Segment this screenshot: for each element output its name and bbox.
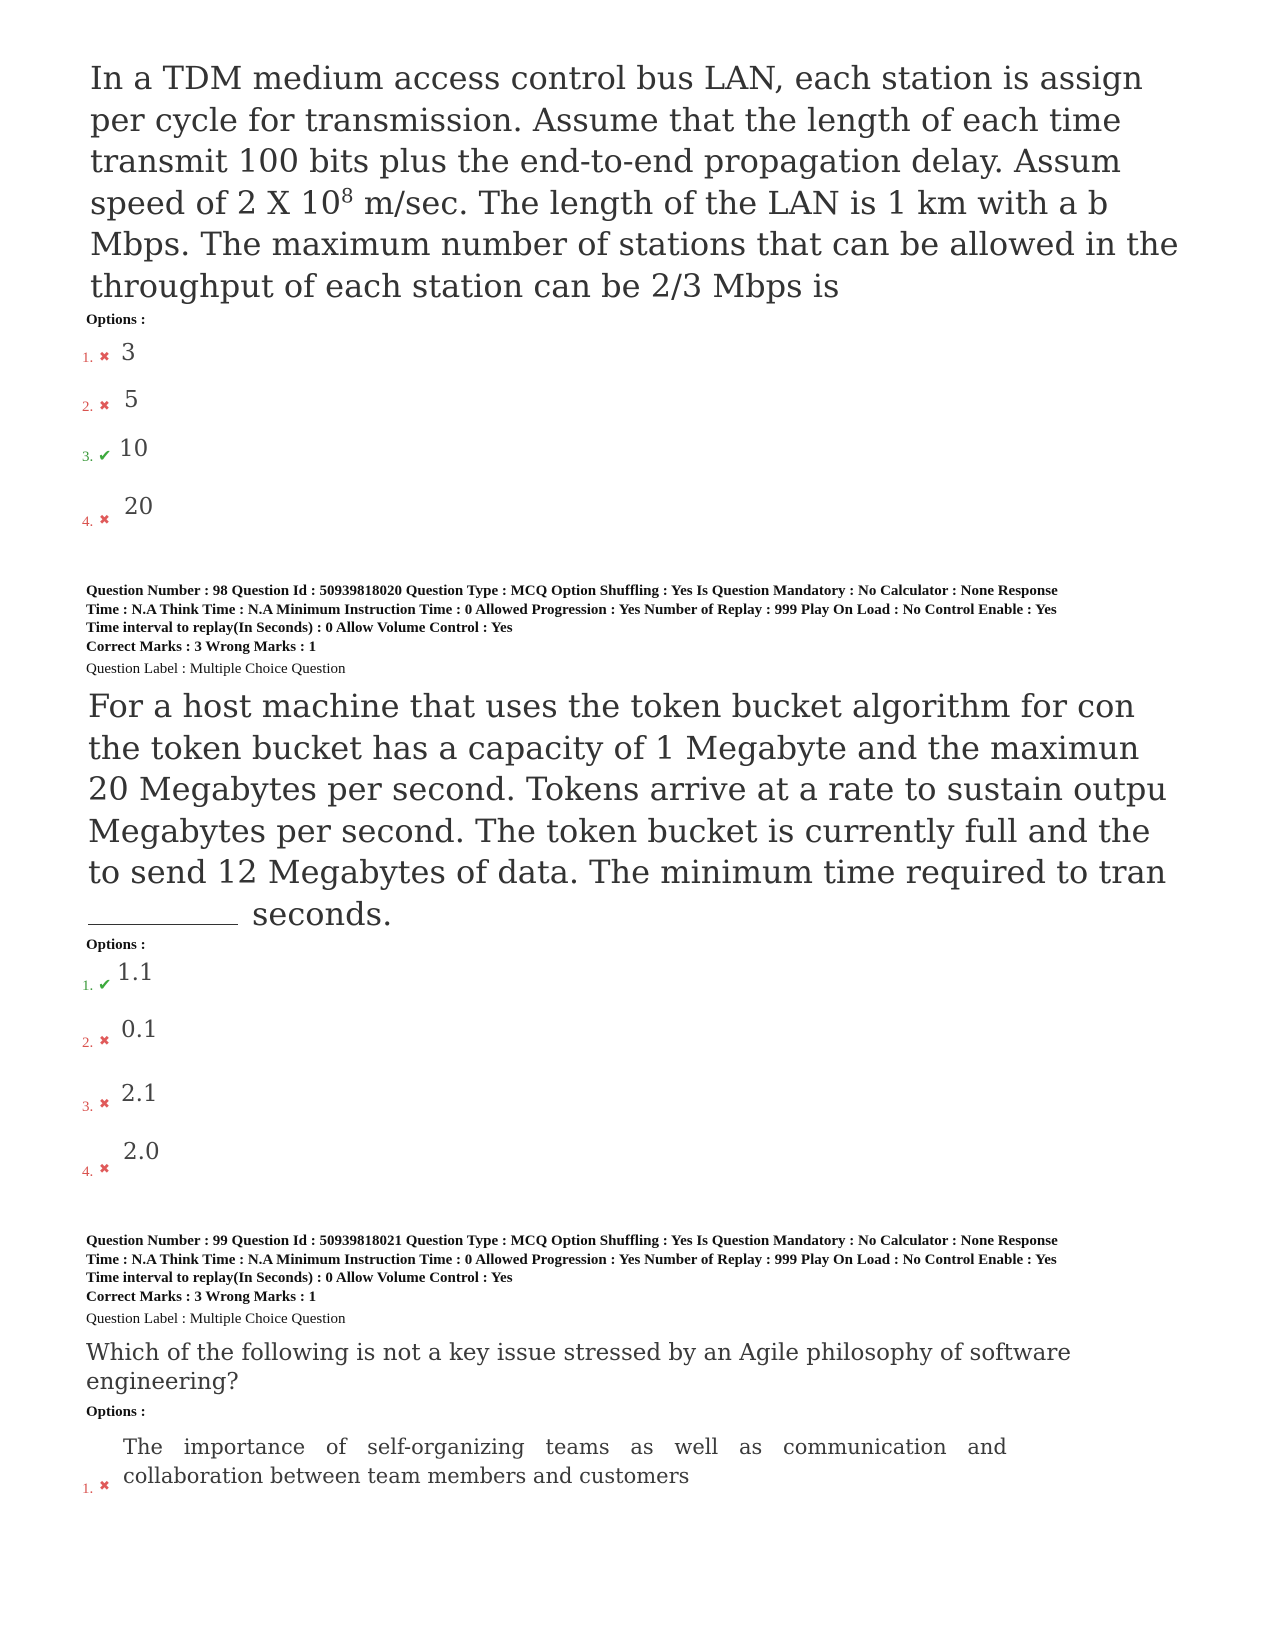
word: communication bbox=[783, 1435, 947, 1459]
option-number: 3. bbox=[82, 1099, 94, 1115]
q97-line-4 bbox=[90, 183, 1202, 225]
option-text-line-2: collaboration between team members and customers bbox=[123, 1464, 690, 1488]
cross-mark-icon: ✖ bbox=[99, 513, 110, 528]
check-mark-icon: ✔ bbox=[98, 975, 112, 994]
q98-meta-line-2: Time : N.A Think Time : N.A Minimum Instruction Time : 0 Allowed Progression : Yes Number of Replay : 999 Play On Load : No Control Enable : Yes bbox=[86, 601, 1057, 618]
q97-line-4-pre: speed of 2 X 10 bbox=[90, 183, 341, 222]
option-value: 20 bbox=[124, 494, 154, 520]
check-mark-icon: ✔ bbox=[98, 446, 112, 465]
word: teams bbox=[545, 1435, 610, 1459]
q98-meta-line-1: Question Number : 98 Question Id : 50939818020 Question Type : MCQ Option Shuffling : Yes Is Question Mandatory : No Calculator : None Response bbox=[86, 583, 1058, 599]
q97-line-2: per cycle for transmission. Assume that the length of each time bbox=[90, 100, 1122, 139]
option-value: 1.1 bbox=[117, 960, 154, 986]
cross-mark-icon: ✖ bbox=[99, 1034, 110, 1049]
word: The bbox=[123, 1435, 163, 1459]
q99-meta-line-1: Question Number : 99 Question Id : 50939818021 Question Type : MCQ Option Shuffling : Yes Is Question Mandatory : No Calculator : None Response bbox=[86, 1233, 1058, 1249]
answer-blank bbox=[88, 898, 238, 925]
option-number: 1. bbox=[82, 350, 94, 366]
word: self-organizing bbox=[367, 1435, 525, 1459]
option-number: 2. bbox=[82, 399, 94, 415]
q98-line-4: Megabytes per second. The token bucket is currently full and the bbox=[88, 811, 1151, 850]
cross-mark-icon: ✖ bbox=[99, 1479, 110, 1494]
option-number: 4. bbox=[82, 1164, 94, 1180]
q97-exponent: 8 bbox=[340, 182, 354, 207]
q98-line-6 bbox=[88, 894, 1200, 936]
option-value: 2.1 bbox=[121, 1081, 158, 1107]
q97-line-6: throughput of each station can be 2/3 Mbps is bbox=[90, 266, 840, 305]
q98-meta bbox=[86, 582, 1196, 638]
option-text bbox=[123, 1433, 1007, 1491]
q99-question-label: Question Label : Multiple Choice Question bbox=[86, 1311, 346, 1327]
option-number: 1. bbox=[82, 1481, 94, 1497]
cross-mark-icon: ✖ bbox=[99, 1162, 110, 1177]
q99-meta bbox=[86, 1232, 1196, 1288]
option-value: 0.1 bbox=[121, 1017, 158, 1043]
q99-line-2: engineering? bbox=[86, 1369, 239, 1395]
q98-line-5: to send 12 Megabytes of data. The minimum time required to tran bbox=[88, 853, 1167, 891]
word: importance bbox=[183, 1435, 306, 1459]
word: well bbox=[674, 1435, 719, 1459]
option-number: 3. bbox=[82, 449, 94, 465]
word: as bbox=[738, 1435, 763, 1459]
q98-line-3: 20 Megabytes per second. Tokens arrive at a rate to sustain outpu bbox=[88, 770, 1167, 808]
q99-marks: Correct Marks : 3 Wrong Marks : 1 bbox=[86, 1289, 317, 1305]
word: as bbox=[630, 1435, 654, 1459]
option-number: 1. bbox=[82, 978, 94, 994]
q99-question-text bbox=[86, 1339, 1086, 1397]
cross-mark-icon: ✖ bbox=[99, 399, 110, 414]
option-value: 5 bbox=[124, 387, 139, 413]
q98-line-1: For a host machine that uses the token bucket algorithm for con bbox=[88, 687, 1135, 725]
cross-mark-icon: ✖ bbox=[99, 350, 110, 365]
option-value: 3 bbox=[121, 340, 136, 366]
q98-line-2: the token bucket has a capacity of 1 Megabyte and the maximun bbox=[88, 728, 1140, 767]
q97-line-1: In a TDM medium access control bus LAN, each station is assign bbox=[90, 59, 1143, 97]
option-value: 10 bbox=[119, 436, 149, 462]
q98-question-text bbox=[88, 686, 1200, 935]
q98-marks: Correct Marks : 3 Wrong Marks : 1 bbox=[86, 639, 317, 655]
q97-line-3: transmit 100 bits plus the end-to-end propagation delay. Assum bbox=[90, 142, 1121, 180]
q98-last-word: seconds. bbox=[252, 894, 393, 933]
q97-options-label: Options : bbox=[86, 312, 146, 328]
q97-question-text bbox=[90, 58, 1202, 307]
option-number: 2. bbox=[82, 1035, 94, 1051]
q99-meta-line-2: Time : N.A Think Time : N.A Minimum Instruction Time : 0 Allowed Progression : Yes Number of Replay : 999 Play On Load : No Control Enable : Yes bbox=[86, 1251, 1057, 1268]
q97-line-4-post: m/sec. The length of the LAN is 1 km with a b bbox=[353, 183, 1109, 222]
word: and bbox=[967, 1435, 1007, 1459]
cross-mark-icon: ✖ bbox=[99, 1097, 110, 1112]
q98-question-label: Question Label : Multiple Choice Question bbox=[86, 661, 346, 677]
q99-meta-line-3: Time interval to replay(In Seconds) : 0 Allow Volume Control : Yes bbox=[86, 1270, 513, 1286]
q98-options-label: Options : bbox=[86, 937, 146, 953]
option-value: 2.0 bbox=[123, 1139, 160, 1165]
q98-meta-line-3: Time interval to replay(In Seconds) : 0 Allow Volume Control : Yes bbox=[86, 620, 513, 636]
q99-options-label: Options : bbox=[86, 1404, 146, 1420]
word: of bbox=[325, 1435, 347, 1459]
q99-line-1: Which of the following is not a key issue stressed by an Agile philosophy of software bbox=[86, 1340, 1071, 1366]
option-text-line-1 bbox=[123, 1433, 1007, 1462]
option-number: 4. bbox=[82, 514, 94, 530]
q97-line-5: Mbps. The maximum number of stations that can be allowed in the bbox=[90, 225, 1179, 263]
